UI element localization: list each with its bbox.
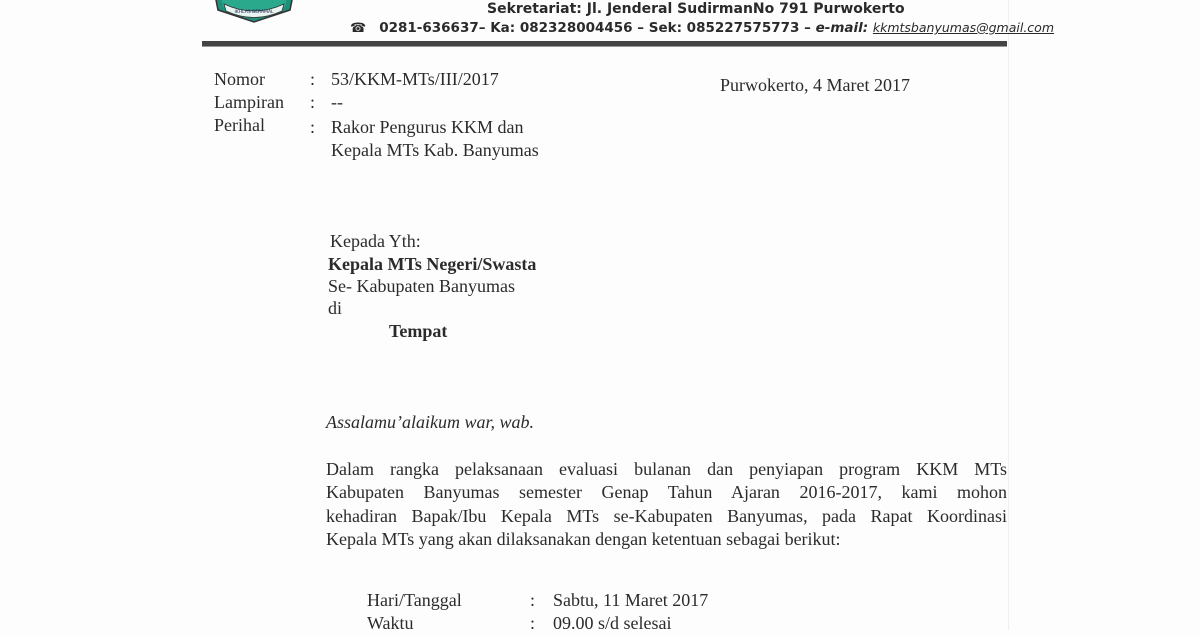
- detail-label-waktu: Waktu: [367, 613, 414, 633]
- nomor-label: Nomor: [214, 69, 265, 89]
- recipient-di: di: [328, 298, 343, 318]
- detail-label-hari-tanggal: Hari/Tanggal: [367, 590, 462, 610]
- organization-logo: [210, 0, 298, 24]
- svg-text:IKHLAS BERAMAL: IKHLAS BERAMAL: [234, 10, 274, 15]
- body-line: kehadiran Bapak/Ibu Kepala MTs se-Kabupaten Banyumas, pada Rapat Koordinasi: [326, 505, 1007, 526]
- lampiran-label: Lampiran: [214, 92, 284, 112]
- recipient-name: Kepala MTs Negeri/Swasta: [328, 254, 537, 274]
- letterhead-address: Sekretariat: Jl. Jenderal SudirmanNo 791 Purwokerto: [487, 1, 905, 17]
- letterhead-contact: [350, 20, 1054, 36]
- recipient-kepada: Kepada Yth:: [330, 231, 421, 251]
- nomor-colon: :: [310, 69, 316, 89]
- detail-value-waktu: 09.00 s/d selesai: [553, 613, 672, 633]
- detail-colon: :: [530, 613, 536, 633]
- page-fold: [1008, 0, 1009, 630]
- body-line: Dalam rangka pelaksanaan evaluasi bulanan dan penyiapan program KKM MTs: [326, 459, 1007, 479]
- perihal-value-line2: Kepala MTs Kab. Banyumas: [331, 140, 539, 160]
- lampiran-colon: :: [310, 92, 316, 112]
- email-label: e-mail:: [815, 20, 869, 36]
- body-paragraph: [326, 458, 1007, 551]
- recipient-region: Se- Kabupaten Banyumas: [328, 276, 515, 296]
- contact-numbers: 0281-636637– Ka: 082328004456 – Sek: 085227575773 –: [379, 20, 816, 36]
- email-link[interactable]: kkmtsbanyumas@gmail.com: [872, 20, 1054, 35]
- letterhead-divider: [202, 41, 1007, 47]
- lampiran-value: --: [331, 92, 343, 112]
- place-date: Purwokerto, 4 Maret 2017: [720, 75, 910, 95]
- detail-colon: :: [530, 590, 536, 610]
- greeting: Assalamu’alaikum war, wab.: [326, 412, 535, 432]
- recipient-tempat: Tempat: [389, 321, 448, 341]
- telephone-icon: ☎: [350, 21, 367, 36]
- perihal-value-line1: Rakor Pengurus KKM dan: [331, 117, 524, 137]
- perihal-colon: :: [310, 117, 316, 137]
- body-line: Kabupaten Banyumas semester Genap Tahun Ajaran 2016-2017, kami mohon: [326, 482, 1007, 503]
- perihal-label: Perihal: [214, 115, 265, 135]
- body-line: Kepala MTs yang akan dilaksanakan dengan ketentuan sebagai berikut:: [326, 528, 841, 549]
- detail-value-hari-tanggal: Sabtu, 11 Maret 2017: [553, 590, 709, 610]
- nomor-value: 53/KKM-MTs/III/2017: [331, 69, 499, 89]
